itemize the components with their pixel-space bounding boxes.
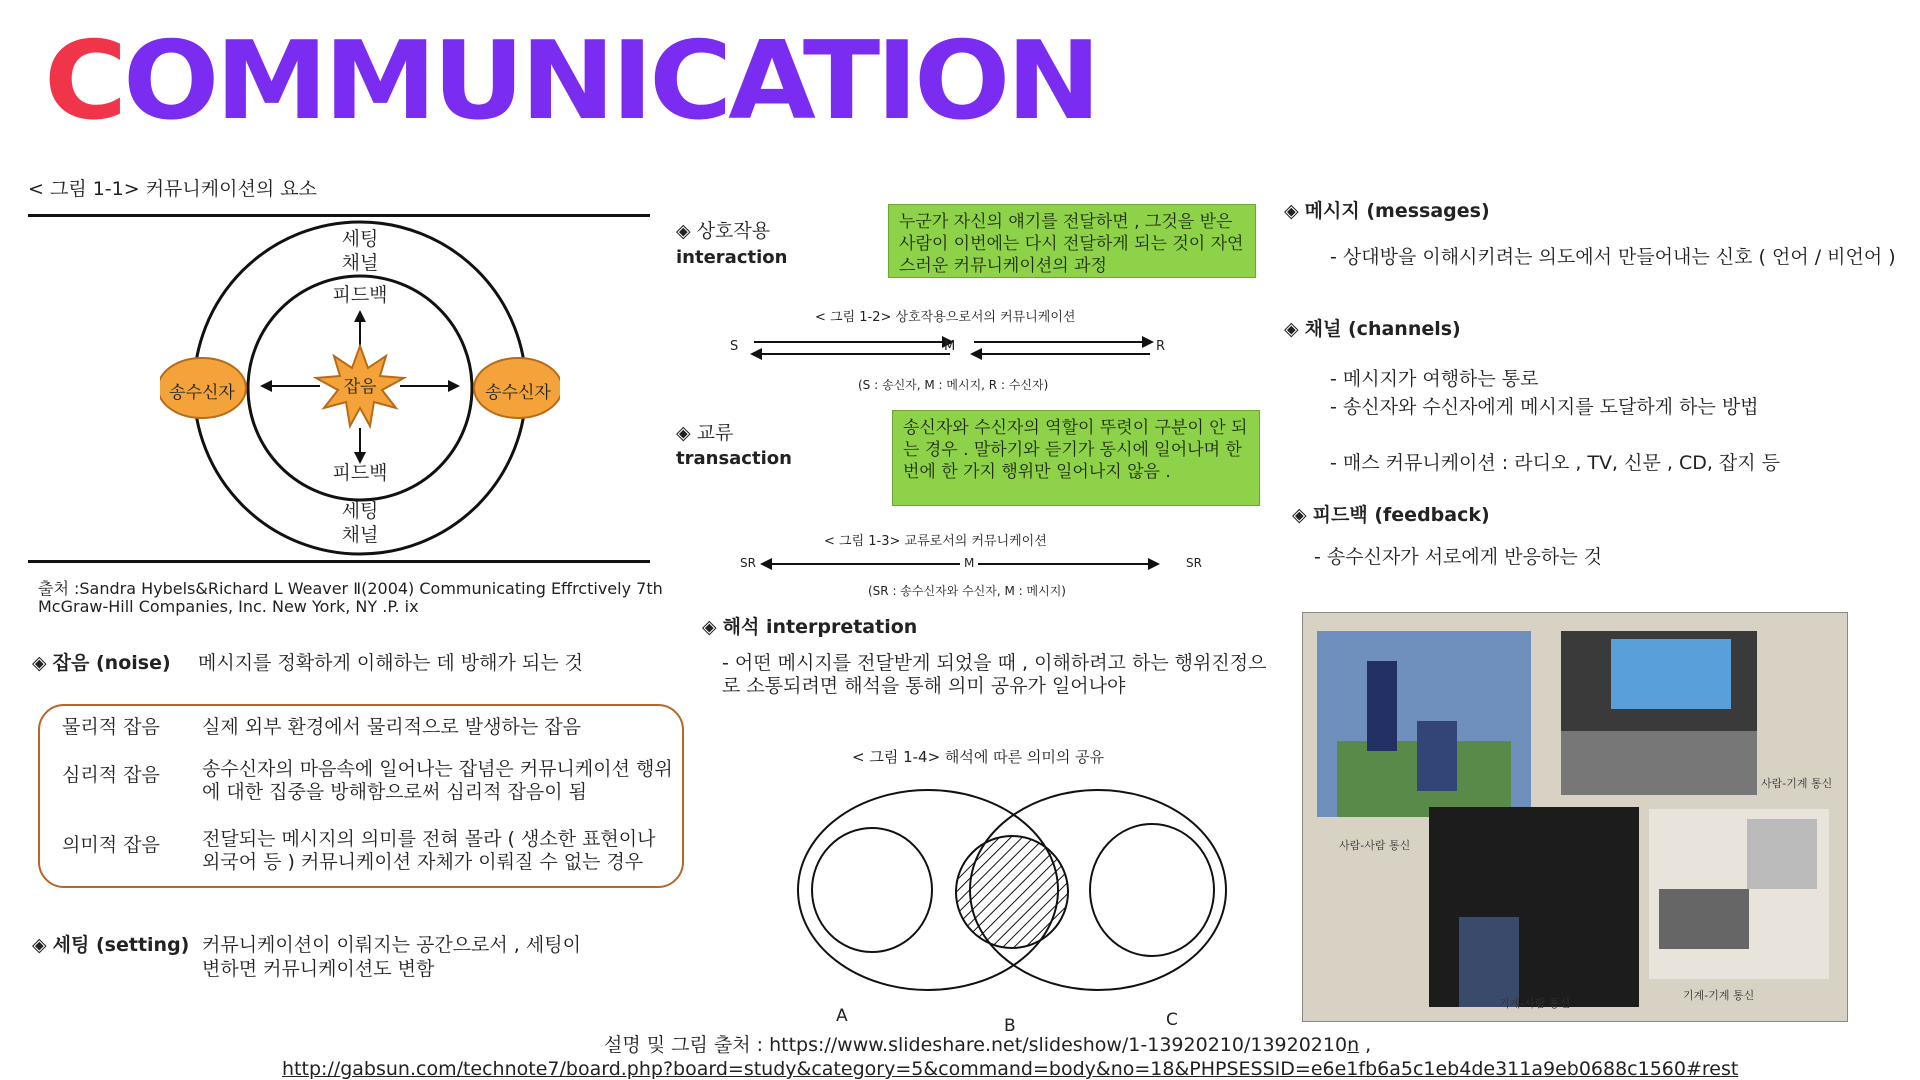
photo-caption-2: 사람-기계 통신 xyxy=(1761,777,1833,790)
fig1-right-node: 송수신자 xyxy=(485,383,551,403)
transaction-fig-caption: < 그림 1-3> 교류로서의 커뮤니케이션 xyxy=(824,534,1047,549)
channels-item-3: - 매스 커뮤니케이션 : 라디오 , TV, 신문 , CD, 잡지 등 xyxy=(1330,452,1781,474)
setting-heading: 세팅 (setting) xyxy=(52,934,190,956)
footer-link-2[interactable]: http://gabsun.com/technote7/board.php?board=study&category=5&command=body&no=18&PHPSESSID=e6e1fb6a5c1eb4de311a9eb0688c1560#rest xyxy=(282,1058,1739,1080)
diamond-bullet-icon: ◈ xyxy=(702,616,717,638)
page-title xyxy=(44,19,1097,144)
shared-meaning-area xyxy=(956,836,1068,948)
fig1-channel-bottom: 채널 xyxy=(341,524,379,546)
transaction-sr-left: SR xyxy=(740,556,756,570)
circle-c-inner xyxy=(1090,824,1214,956)
interaction-heading-ko: 상호작용 xyxy=(696,220,771,242)
photo-printer xyxy=(1649,809,1829,979)
transaction-definition-box: 송신자와 수신자의 역할이 뚜렷이 구분이 안 되는 경우 . 말하기와 듣기가 동시에 일어나며 한 번에 한 가지 행위만 일어나지 않음 . xyxy=(892,410,1260,506)
noise-heading: 잡음 (noise) xyxy=(52,652,171,674)
fig1-setting-bottom: 세팅 xyxy=(341,500,379,522)
transaction-m-label: M xyxy=(960,556,978,570)
interaction-heading-en: interaction xyxy=(676,247,788,268)
diamond-bullet-icon: ◈ xyxy=(676,220,691,242)
interpretation-heading: 해석 interpretation xyxy=(722,616,918,638)
noise-desc: 메시지를 정확하게 이해하는 데 방해가 되는 것 xyxy=(198,652,583,674)
fig1-source-line2: McGraw-Hill Companies, Inc. New York, NY .P. ix xyxy=(38,597,419,616)
photo-baseball xyxy=(1317,631,1531,817)
interaction-definition-box: 누군가 자신의 얘기를 전달하면 , 그것을 받은 사람이 이번에는 다시 전달하게 되는 것이 자연스러운 커뮤니케이션의 과정 xyxy=(888,204,1256,278)
photo-caption-1: 사람-사람 통신 xyxy=(1339,839,1411,852)
photo-caption-3: 기계-사람 통신 xyxy=(1499,997,1571,1010)
interaction-arrow-right-top-head xyxy=(1142,336,1154,348)
footer-source-suffix: , xyxy=(1359,1034,1372,1056)
noise-row-text-semantic: 전달되는 메시지의 의미를 전혀 몰라 ( 생소한 표현이나 외국어 등 ) 커뮤니케이션 자체가 이뤄질 수 없는 경우 xyxy=(202,828,656,874)
noise-row-text-physical: 실제 외부 환경에서 물리적으로 발생하는 잡음 xyxy=(202,716,581,738)
interaction-m-label: M xyxy=(944,339,956,354)
fig1-channel-top: 채널 xyxy=(341,252,379,274)
footer-source-prefix: 설명 및 그림 출처 : https://www.slideshare.net/slideshow/1-13920210/13920210 xyxy=(604,1034,1348,1056)
circle-a-inner xyxy=(812,828,932,952)
interaction-arrow-right-bottom-head xyxy=(970,348,982,360)
messages-heading-row xyxy=(1284,200,1490,223)
interaction-legend: (S : 송신자, M : 메시지, R : 수신자) xyxy=(858,378,1049,392)
fig1-top-rule xyxy=(28,214,650,217)
diamond-bullet-icon: ◈ xyxy=(32,652,47,674)
fig1-bottom-rule xyxy=(28,560,650,563)
messages-heading: 메시지 (messages) xyxy=(1304,200,1490,222)
arrow-right-head xyxy=(448,380,460,392)
interpretation-label-a: A xyxy=(836,1006,848,1026)
photo-departure-board xyxy=(1429,807,1639,1007)
interpretation-heading-row xyxy=(702,616,917,639)
feedback-desc: - 송수신자가 서로에게 반응하는 것 xyxy=(1314,546,1602,568)
fig1-left-node: 송수신자 xyxy=(169,383,235,403)
noise-row-text-psychological: 송수신자의 마음속에 일어나는 잡념은 커뮤니케이션 행위에 대한 집중을 방해함으로써 심리적 잡음이 됨 xyxy=(202,758,673,804)
footer-link-1[interactable]: n xyxy=(1347,1034,1360,1056)
noise-row-label-physical: 물리적 잡음 xyxy=(62,716,160,738)
fig1-setting-top: 세팅 xyxy=(341,228,379,250)
transaction-heading-row xyxy=(676,422,733,445)
transaction-arrow-right-head xyxy=(1148,558,1160,570)
channels-item-1: - 메시지가 여행하는 통로 xyxy=(1330,368,1539,390)
transaction-heading-ko: 교류 xyxy=(696,422,734,444)
fig1-feedback-top: 피드백 xyxy=(332,284,388,306)
interpretation-desc: - 어떤 메시지를 전달받게 되었을 때 , 이해하려고 하는 행위진정으로 소통되려면 해석을 통해 의미 공유가 일어나야 xyxy=(722,652,1267,698)
channels-heading-row xyxy=(1284,318,1461,341)
setting-desc-line1: 커뮤니케이션이 이뤄지는 공간으로서 , 세팅이 xyxy=(202,934,581,956)
title-rest: OMMUNICATION xyxy=(123,19,1097,144)
transaction-arrow-left-head xyxy=(760,558,772,570)
noise-row-label-semantic: 의미적 잡음 xyxy=(62,834,160,856)
interaction-r-label: R xyxy=(1156,339,1166,354)
interaction-arrow-bottom-head xyxy=(750,348,762,360)
feedback-heading: 피드백 (feedback) xyxy=(1312,504,1490,526)
fig1-noise-label: 잡음 xyxy=(343,377,377,397)
fig1-source-line1: 출처 :Sandra Hybels&Richard L Weaver Ⅱ(2004) Communicating Effrctively 7th xyxy=(38,579,663,598)
photo-caption-4: 기계-기계 통신 xyxy=(1683,989,1755,1002)
footer-line2 xyxy=(282,1058,1738,1080)
messages-desc: - 상대방을 이해시키려는 의도에서 만들어내는 신호 ( 언어 / 비언어 ) xyxy=(1330,246,1896,268)
interpretation-label-b: B xyxy=(1004,1016,1016,1036)
communication-types-photo xyxy=(1302,612,1848,1022)
diamond-bullet-icon: ◈ xyxy=(1292,504,1307,526)
noise-row-label-psychological: 심리적 잡음 xyxy=(62,764,160,786)
noise-heading-row xyxy=(32,652,171,675)
interpretation-diagram xyxy=(796,780,1228,1010)
fig1-feedback-bottom: 피드백 xyxy=(332,462,388,484)
channels-heading: 채널 (channels) xyxy=(1304,318,1461,340)
diamond-bullet-icon: ◈ xyxy=(676,422,691,444)
footer-line1 xyxy=(604,1030,1371,1057)
transaction-legend: (SR : 송수신자와 수신자, M : 메시지) xyxy=(868,584,1066,598)
arrow-left-head xyxy=(260,380,272,392)
title-first-letter: C xyxy=(44,19,124,144)
interaction-s-label: S xyxy=(730,339,739,354)
interaction-fig-caption: < 그림 1-2> 상호작용으로서의 커뮤니케이션 xyxy=(815,310,1076,325)
transaction-heading-en: transaction xyxy=(676,448,792,469)
diamond-bullet-icon: ◈ xyxy=(1284,318,1299,340)
photo-mixing-console xyxy=(1561,631,1757,795)
setting-heading-row xyxy=(32,934,189,957)
diamond-bullet-icon: ◈ xyxy=(1284,200,1299,222)
transaction-sr-right: SR xyxy=(1186,556,1202,570)
interaction-heading-row xyxy=(676,220,770,243)
interpretation-label-c: C xyxy=(1166,1010,1178,1030)
setting-desc-line2: 변하면 커뮤니케이션도 변함 xyxy=(202,958,435,980)
arrow-up-head xyxy=(354,310,366,322)
fig1-caption: < 그림 1-1> 커뮤니케이션의 요소 xyxy=(28,178,317,200)
diamond-bullet-icon: ◈ xyxy=(32,934,47,956)
channels-item-2: - 송신자와 수신자에게 메시지를 도달하게 하는 방법 xyxy=(1330,396,1759,418)
interpretation-fig-caption: < 그림 1-4> 해석에 따른 의미의 공유 xyxy=(852,748,1105,766)
feedback-heading-row xyxy=(1292,504,1490,527)
